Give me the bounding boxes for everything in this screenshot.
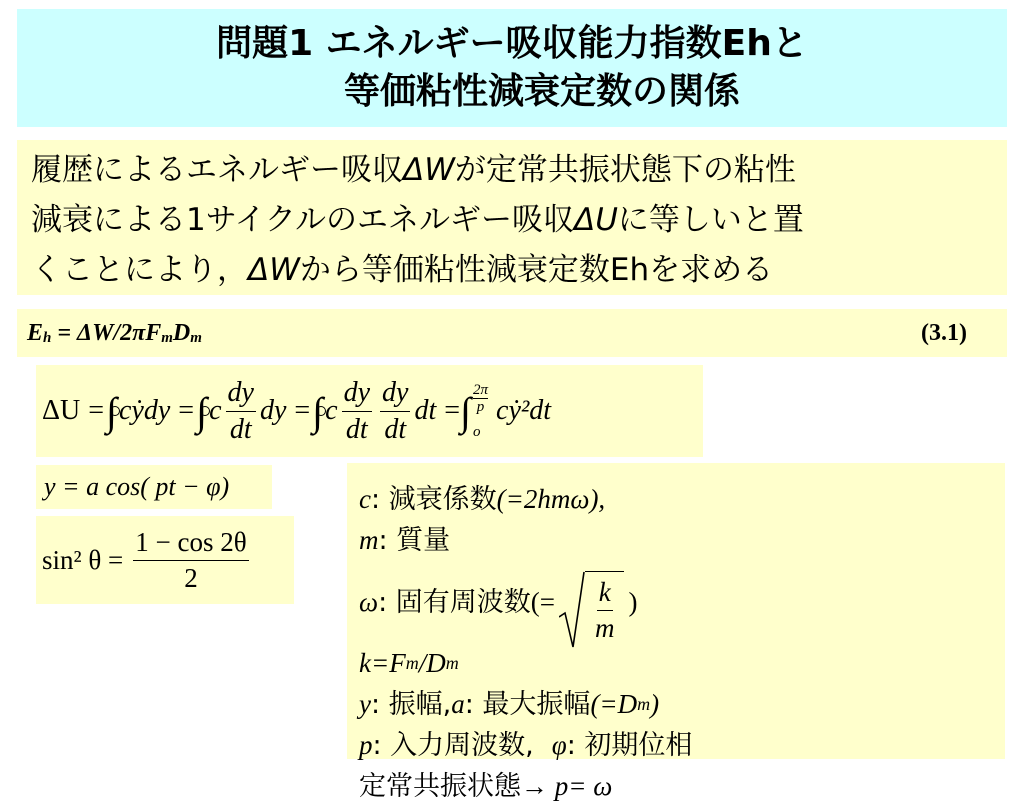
equals-sign: = xyxy=(294,395,311,426)
legend-k: k=F m /D m xyxy=(359,648,459,678)
equals-sign: = xyxy=(88,395,105,426)
equals-sign: = xyxy=(178,395,195,426)
contour-integral-icon: ∫ xyxy=(196,388,208,434)
displacement-equation xyxy=(36,465,272,509)
coef-c: c xyxy=(209,395,222,426)
dt: dt xyxy=(414,395,437,426)
delta-w-symbol: ΔW xyxy=(403,152,455,188)
sqrt-k-over-m: $\frac{k}{m}$ xyxy=(559,571,625,649)
integrand-1: cẏdy xyxy=(119,395,171,426)
desc-text: に等しいと置 xyxy=(617,202,804,238)
symbol-legend xyxy=(347,463,1005,802)
equation-eh: $E_h = \Delta W/2\pi F_mD_m$ xyxy=(27,319,202,346)
delta-w-symbol: ΔW xyxy=(248,252,300,288)
desc-text: 履歴によるエネルギー吸収 xyxy=(31,152,403,188)
title-line-1: 問題1 エネルギー吸収能力指数Ehと xyxy=(216,23,808,64)
desc-text: が定常共振状態下の粘性 xyxy=(454,152,796,188)
description-box xyxy=(17,140,1007,295)
integral-icon: ∫ xyxy=(460,388,471,434)
fraction-dy-dt: $\frac{dy}{dt}$ xyxy=(343,376,371,445)
identity-lhs: sin² θ = xyxy=(42,544,124,575)
definite-integral xyxy=(460,382,488,441)
identity-fraction: $\frac{1 - \cos 2\theta}{2}$ xyxy=(135,526,247,593)
sin-squared-identity xyxy=(36,516,294,604)
contour-integral-icon: ∫ xyxy=(312,388,324,434)
legend-omega: ω : 固有周波数 (= $\frac{k}{m}$ ) xyxy=(359,561,993,643)
integral-limits: 2π p o xyxy=(473,381,489,440)
energy-dissipation-equation xyxy=(36,365,703,457)
fraction-dy-dt: $\frac{dy}{dt}$ xyxy=(227,376,254,445)
delta-u: ΔU xyxy=(42,395,81,426)
equation-number: (3.1) xyxy=(921,319,967,346)
equals-sign: = xyxy=(444,395,461,426)
title-line-2: 等価粘性減衰定数の関係 xyxy=(343,71,740,112)
desc-text: くことにより， xyxy=(31,252,248,288)
dy: dy xyxy=(259,395,287,426)
description-line-2 xyxy=(31,195,993,245)
delta-u-symbol: ΔU xyxy=(574,202,618,238)
desc-text: 減衰による1サイクルのエネルギー吸収 xyxy=(31,202,575,238)
legend-c: c : 減衰係数 (=2hmω), xyxy=(359,484,606,515)
legend-y-a: y : 振幅, a : 最大振幅 (=D m ) xyxy=(359,689,660,720)
description-line-1 xyxy=(31,145,993,195)
legend-p-phi: p : 入力周波数, φ : 初期位相 xyxy=(359,730,693,761)
integrand-4: cẏ²dt xyxy=(496,395,552,426)
y-equation: y = a cos( pt − φ) xyxy=(44,472,230,501)
fraction-dy-dt: $\frac{dy}{dt}$ xyxy=(382,376,409,445)
equation-3-1 xyxy=(17,309,1007,357)
radical-icon xyxy=(559,571,585,649)
desc-text: から等価粘性減衰定数Ehを求める xyxy=(299,252,774,288)
legend-steady-state: 定常共振状態 → p= ω xyxy=(359,771,613,802)
description-line-3 xyxy=(31,245,993,295)
legend-m: m : 質量 xyxy=(359,525,451,556)
coef-c: c xyxy=(325,395,338,426)
contour-integral-icon: ∫ xyxy=(106,388,117,434)
slide-title xyxy=(17,9,1007,127)
